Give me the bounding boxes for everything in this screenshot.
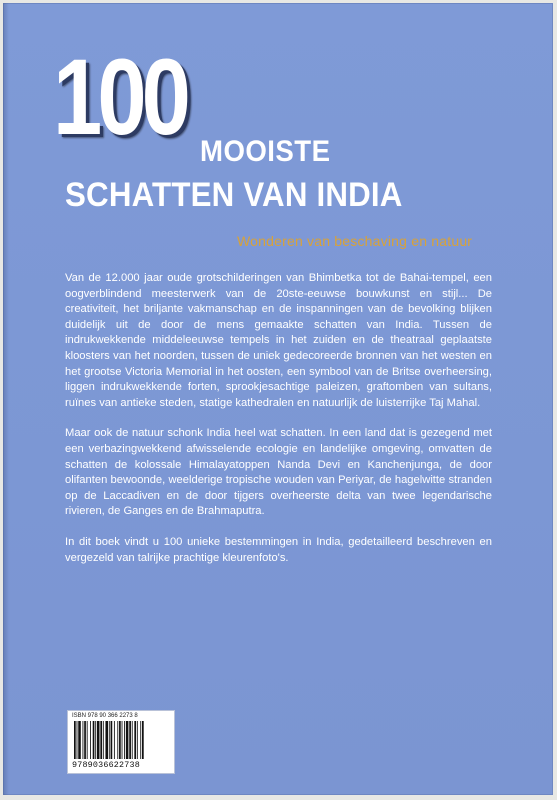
spine-shadow (3, 3, 9, 795)
blurb (65, 271, 492, 581)
back-cover (3, 3, 553, 795)
barcode-label (67, 710, 175, 774)
blurb-paragraph-1: Van de 12.000 jaar oude grotschilderingen van Bhimbetka tot de Bahai-tempel, een oogverblindend meesterwerk van de 20ste-eeuwse bouwkunst en stijl... De creativiteit, het briljante vakmanschap en de inspanningen van de bevolking blijken duidelijk uit de door de mens gemaakte schatten van India. Tussen de indrukwekkende middeleeuwse tempels in het zuiden en de theatraal geplaatste kloosters van het noorden, tussen de uniek gedecoreerde bronnen van het westen en het grootse Victoria Memorial in het oosten, een symbool van de Britse overheersing, liggen indrukwekkende forten, sprookjesachtige paleizen, graftomben van sultans, ruïnes van antieke steden, statige kathedralen en natuurlijk de luisterrijke Taj Mahal. (65, 272, 492, 409)
title-line-1: MOOISTE (200, 135, 331, 168)
subtitle: Wonderen van beschaving en natuur (237, 233, 473, 249)
blurb-paragraph-2: Maar ook de natuur schonk India heel wat schatten. In een land dat is gezegend met een verbazingwekkend afwisselende ecologie en landelijke omgeving, omvatten de schatten de kolossale Himalayatoppen Nanda Devi en Kanchenjunga, de door olifanten bewoonde, weelderige tropische wouden van Periyar, de hagelwitte stranden op de Laccadiven en de door tijgers overheerste delta van twee legendarische rivieren, de Ganges en de Brahmaputra. (65, 427, 492, 518)
title-number: 100 (53, 36, 187, 157)
blurb-paragraph-3: In dit boek vindt u 100 unieke bestemmingen in India, gedetailleerd beschreven en vergezeld van talrijke prachtige kleurenfoto's. (65, 535, 492, 564)
title-line-2: SCHATTEN VAN INDIA (65, 176, 403, 214)
barcode-image (72, 721, 170, 759)
barcode-digits: 9789036622738 (72, 760, 140, 770)
isbn-label: ISBN 978 90 366 2273 8 (72, 713, 138, 719)
